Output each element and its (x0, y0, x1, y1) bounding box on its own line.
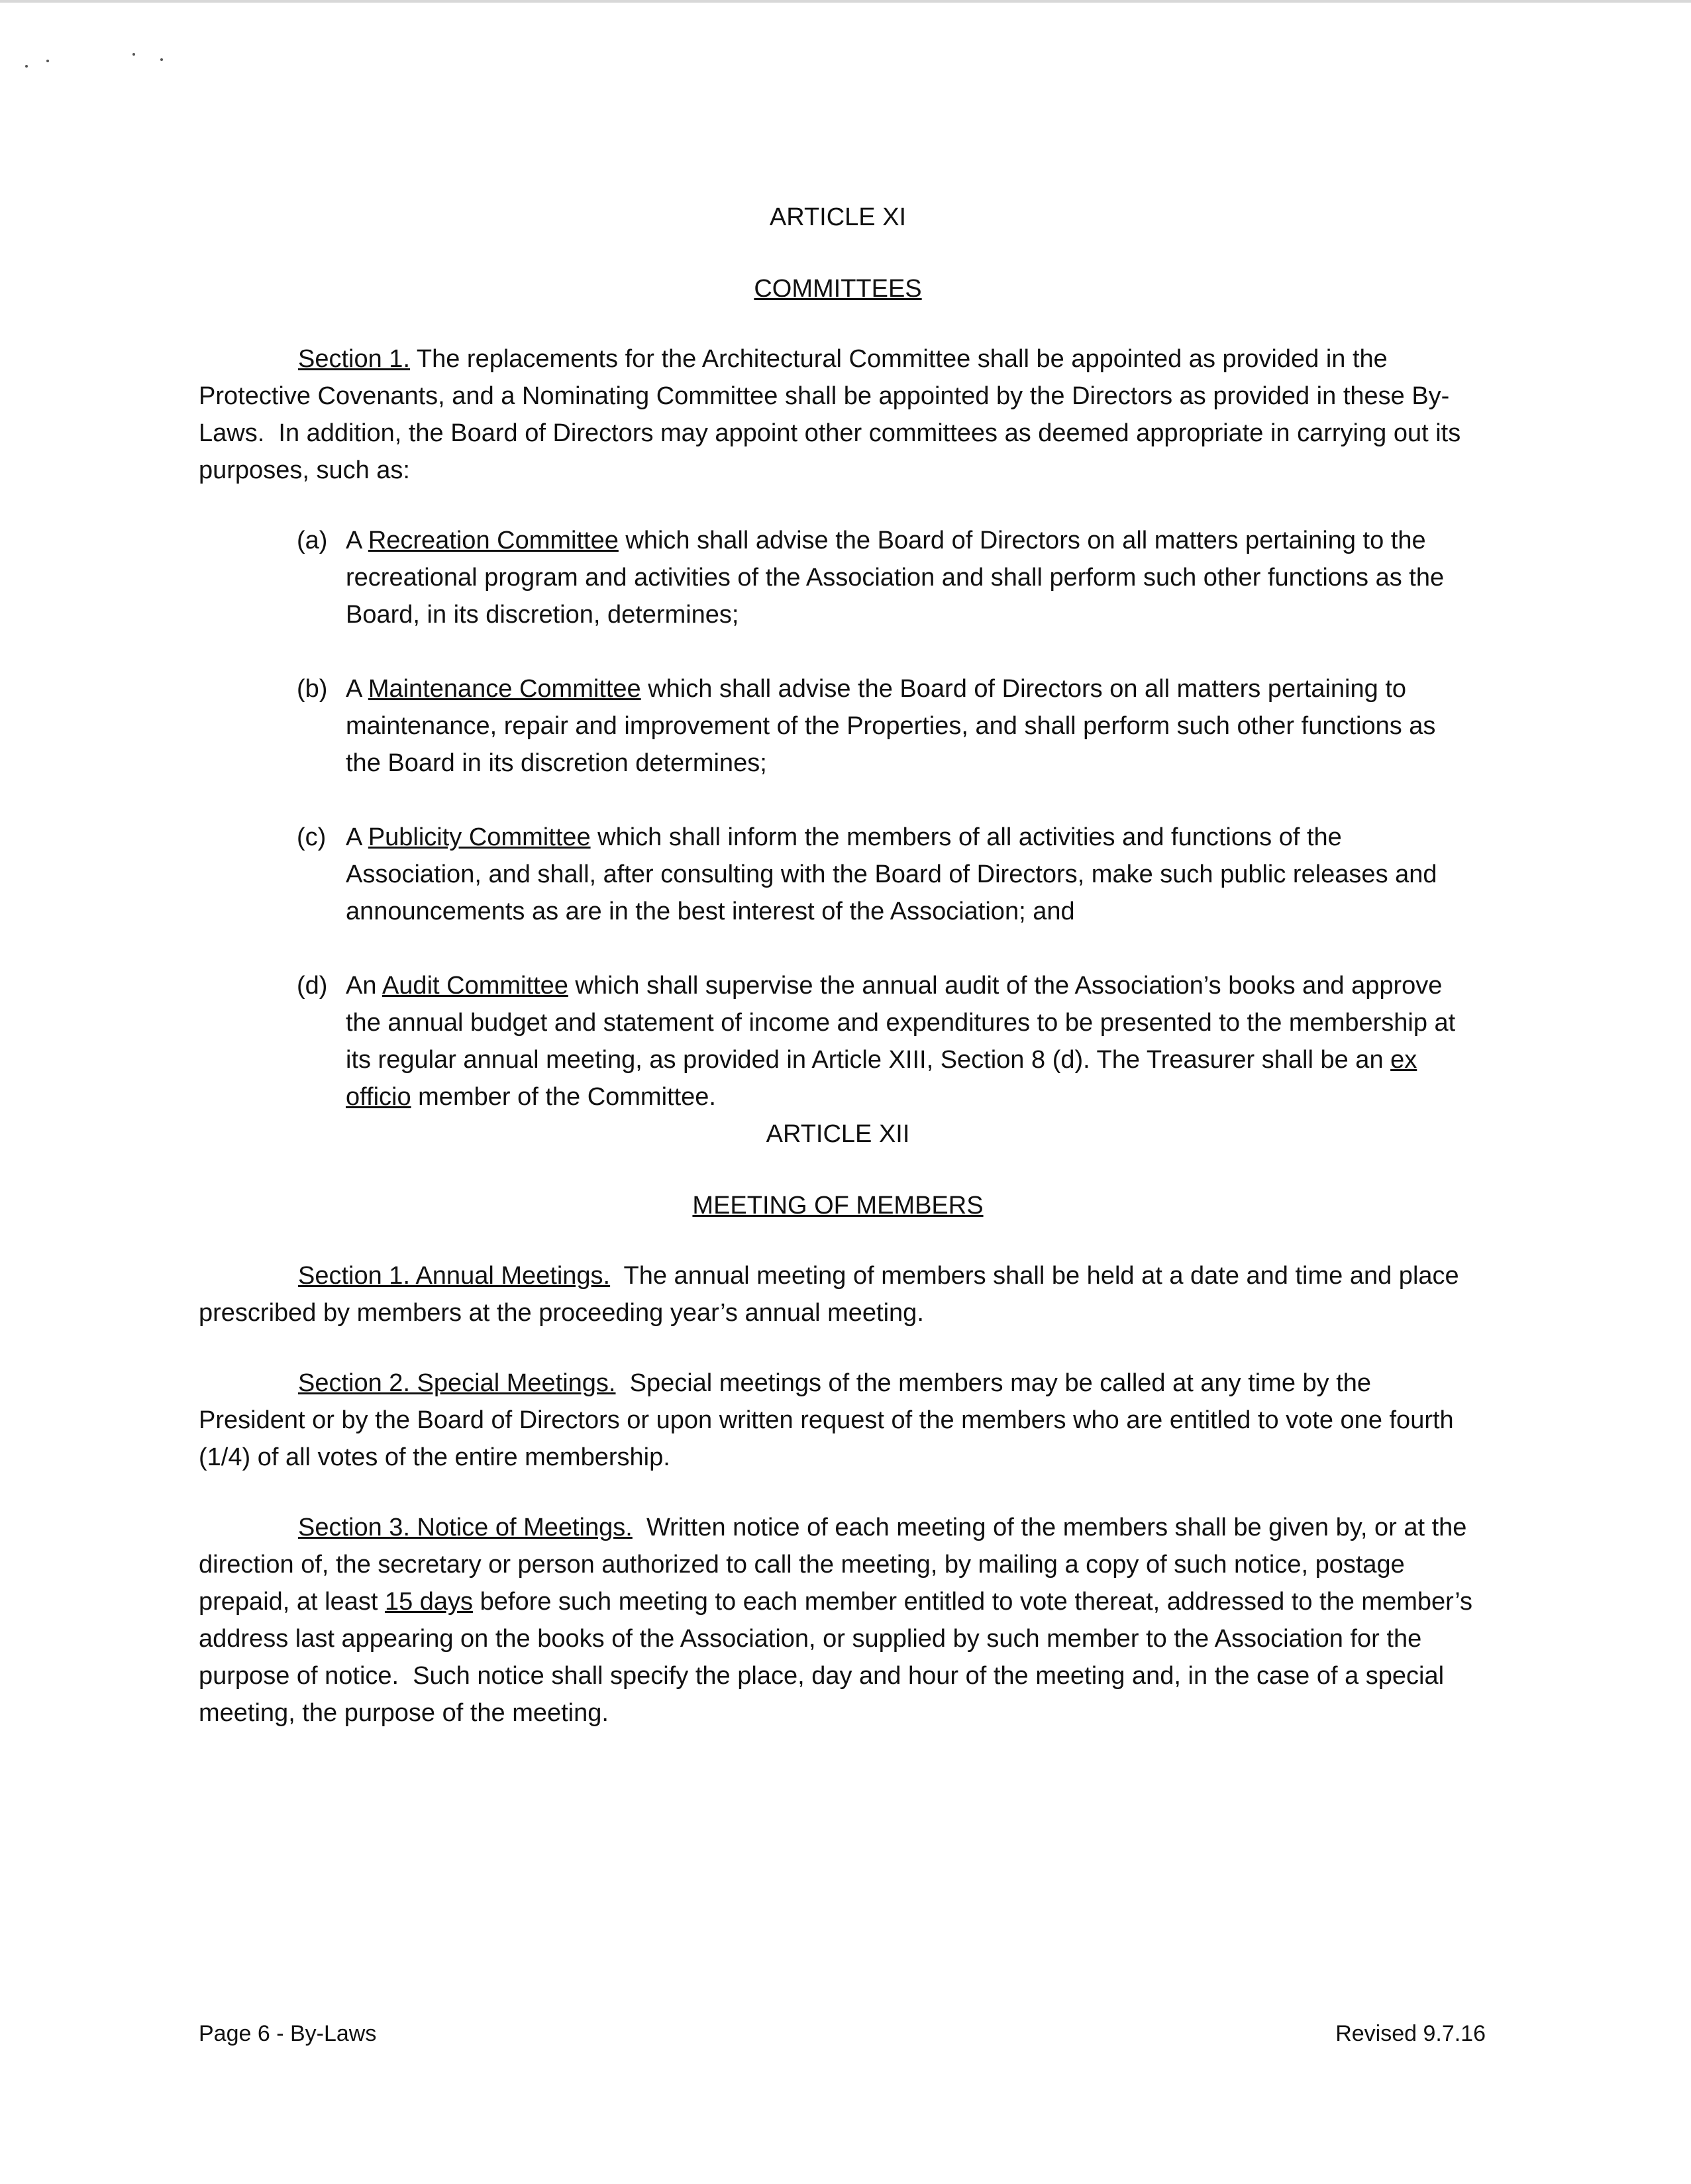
list-item-text: which shall advise the Board of Directors on all matters pertaining to maintenance, repair and improvement of the Properties, and shall perform such other functions as the Board in its discretion determines; (346, 675, 1436, 777)
section-label: Section 2. Special Meetings. (298, 1369, 616, 1397)
scan-speck (132, 53, 135, 56)
committee-name: Audit Committee (382, 972, 568, 1000)
footer-page-label: Page 6 - By-Laws (199, 2021, 377, 2046)
list-item-suffix: member of the Committee. (411, 1083, 716, 1111)
committee-name: Maintenance Committee (368, 675, 641, 703)
list-marker: (c) (297, 823, 327, 851)
article-xii-heading: ARTICLE XII (766, 1120, 910, 1148)
section-text: The replacements for the Architectural Committee shall be appointed as provided in the Protective Covenants, and a Nominating Committee shall be appointed by the Directors as provided in these By-Laws. In addition, the Board of Directors may appoint other committees as deemed appropriate in carrying out its purposes, such as: (199, 345, 1468, 484)
section-label: Section 1. Annual Meetings. (298, 1262, 611, 1290)
article-xii-section-2 (199, 1365, 1477, 1476)
list-item-text: which shall supervise the annual audit of the Association’s books and approve the annual budget and statement of income and expenditures to be presented to the membership at its regular annual meeting, as provided in Article XIII, Section 8 (d). The Treasurer shall be an (346, 972, 1456, 1074)
committee-name: Publicity Committee (368, 823, 591, 851)
article-xi-heading: ARTICLE XI (769, 203, 907, 231)
list-item-prefix: A (346, 823, 368, 851)
committee-name: Recreation Committee (368, 527, 619, 554)
list-item (199, 670, 1477, 782)
list-marker: (a) (297, 527, 328, 554)
article-xi-title: COMMITTEES (754, 275, 922, 303)
list-item (199, 819, 1477, 930)
section-label: Section 1. (298, 345, 410, 373)
article-xii-section-3 (199, 1509, 1480, 1732)
section-text: Special meetings of the members may be called at any time by the President or by the Board of Directors or upon written request of the members who are entitled to vote one fourth (1/4) of all votes of the entire membership. (199, 1369, 1461, 1471)
scan-speck (25, 65, 28, 68)
footer-revision: Revised 9.7.16 (1335, 2021, 1486, 2046)
list-item-prefix: An (346, 972, 382, 1000)
scan-speck (46, 60, 49, 62)
article-xii-title: MEETING OF MEMBERS (692, 1192, 984, 1220)
list-marker: (b) (297, 675, 328, 703)
article-xii-section-1 (199, 1257, 1477, 1331)
committee-list (199, 522, 1477, 1116)
list-item (199, 522, 1477, 633)
list-item-text: which shall advise the Board of Directors on all matters pertaining to the recreational program and activities of the Association and shall perform such other functions as the Board, in its discretion, determines; (346, 527, 1445, 629)
section-label: Section 3. Notice of Meetings. (298, 1514, 633, 1541)
section-text: Written notice of each meeting of the members shall be given by, or at the direction of, the secretary or person authorized to call the meeting, by mailing a copy of such notice, postage prepaid, at least (199, 1514, 1474, 1616)
document-body (199, 199, 1480, 1732)
section-text: The annual meeting of members shall be held at a date and time and place prescribed by members at the proceeding year’s annual meeting. (199, 1262, 1466, 1327)
list-marker: (d) (297, 972, 328, 1000)
list-item-prefix: A (346, 527, 368, 554)
article-xi-section-1 (199, 340, 1477, 489)
list-item (199, 967, 1477, 1116)
emphasis-text: ex officio (346, 1046, 1417, 1111)
list-item-text: which shall inform the members of all activities and functions of the Association, and shall, after consulting with the Board of Directors, make such public releases and announcements as are in the best interest of the Association; and (346, 823, 1437, 925)
scan-edge (0, 0, 1691, 3)
scan-speck (160, 58, 163, 61)
list-item-prefix: A (346, 675, 368, 703)
section-text: before such meeting to each member entitled to vote thereat, addressed to the member’s address last appearing on the books of the Association, or supplied by such member to the Association for the purpose of notice. Such notice shall specify the place, day and hour of the meeting and, in the case of a special meeting, the purpose of the meeting. (199, 1588, 1480, 1727)
emphasis-text: 15 days (384, 1588, 474, 1616)
